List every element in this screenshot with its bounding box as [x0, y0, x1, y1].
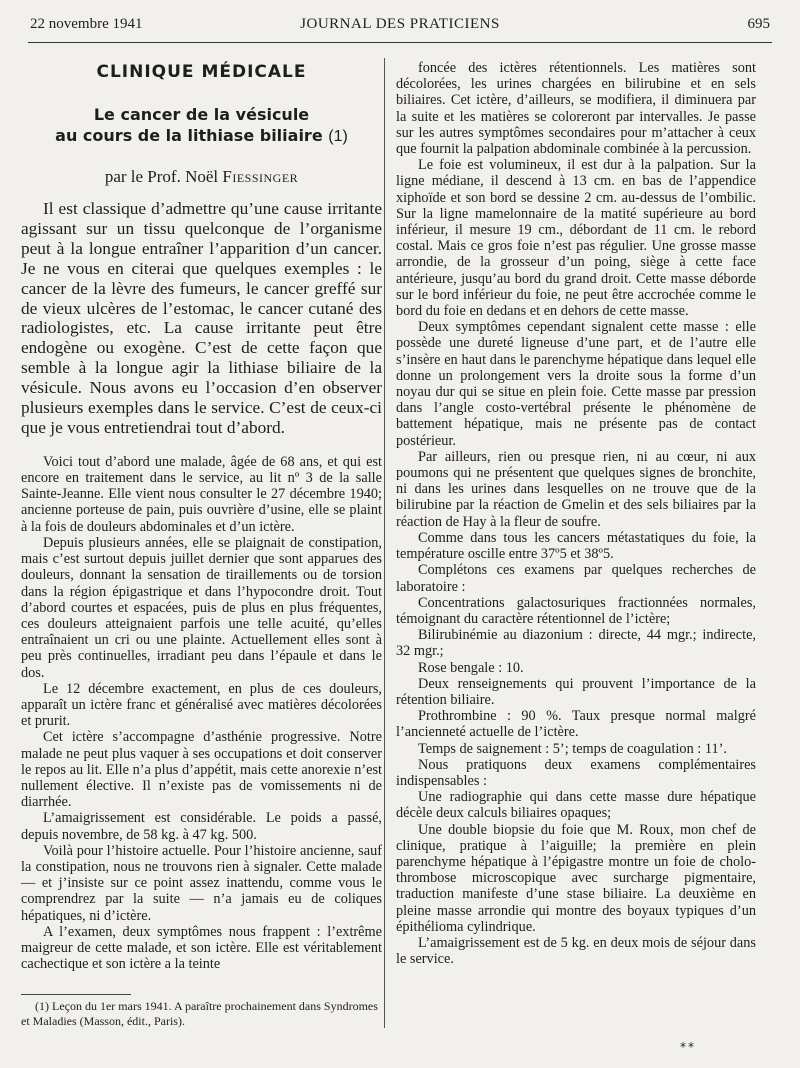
article-title [21, 104, 382, 147]
body-paragraph: L’amaigrissement est de 5 kg. en deux mois de séjour dans le service. [396, 934, 756, 968]
body-paragraph: L’amaigrissement est considérable. Le poids a passé, depuis novembre, de 58 kg. à 47 kg. 500. [21, 810, 382, 843]
author-line [21, 167, 382, 187]
body-paragraph: Rose bengale : 10. [418, 659, 524, 676]
body-paragraph: Depuis plusieurs années, elle se plaignait de constipation, mais c’est surtout depuis juillet dernier que sont apparues des douleurs, donnant la sensation de tiraillements ou de torsion dans la région épigastrique et dans l’hypocondre droit. Tout d’abord courtes et espacées, puis de plus en plus fréquentes, ces douleurs atteignaient parfois une telle acuité, qu’elles entraînaient un cri ou une plainte. Actuellement elles sont à peu près continuelles, irradiant peu dans l’épaule et dans le dos. [21, 534, 382, 681]
author-name: Fiessinger [222, 167, 299, 186]
body-paragraph: Deux symptômes cependant signalent cette masse : elle possède une dureté ligneuse d’une part, et de l’autre elle s’insère en haut dans le parenchyme hépatique dans lequel elle donne un prolongement vers la droite sous la forme d’un noyau dur qui se situe en plein foie. Cette masse par pression dans l’angle costo-vertébral présente le phénomène de battement hépatique, mais ne présente pas de contact postérieur. [396, 319, 756, 449]
right-column [396, 60, 756, 967]
body-paragraph: Deux renseignements qui prouvent l’importance de la rétention biliaire. [396, 675, 756, 708]
issue-date: 22 novembre 1941 [30, 16, 143, 32]
body-paragraph: Complétons ces examens par quelques recherches de laboratoire : [396, 562, 756, 595]
intro-paragraph: Il est classique d’admettre qu’une cause irritante agissant sur un tissu quelconque de l’organisme peut à la longue entraîner l’apparition d’un cancer. Je ne vous en citerai que quelques exemples : le cancer de la lèvre des fumeurs, le cancer greffé sur de vieux ulcères de l’estomac, le cancer cutané des radiologistes, etc. La cause irritante peut être endogène ou exogène. C’est de cette façon que semble à la longue agir la lithiase biliaire de la vésicule. Nous avons eu l’occasion d’en observer plusieurs exemples dans le service. C’est de ceux-ci que je vous entretiendrai tout d’abord. [21, 199, 382, 437]
column-divider [384, 58, 385, 1028]
author-prefix: par le Prof. Noël [104, 167, 219, 186]
footnote-block [21, 994, 382, 1029]
body-paragraph: Voici tout d’abord une malade, âgée de 68 ans, et qui est encore en traitement dans le service, au lit nº 3 de la salle Sainte-Jeanne. Elle vient nous consulter le 27 décembre 1940; ancienne porteuse de pain, puis ouvrière d’usine, elle se plaint à la fois de douleurs abdominales et d’un ictère. [21, 453, 382, 535]
body-paragraph: Bilirubinémie au diazonium : directe, 44 mgr.; indirecte, 32 mgr.; [396, 627, 756, 660]
body-paragraph: Une double biopsie du foie que M. Roux, mon chef de clinique, pratique à l’aiguille; la première en plein parenchyme hépatique à l’épigastre montre un foie de cholo-thrombose microscopique avec surcharge pigmentaire, traduction manifeste d’une stase biliaire. La deuxième en pleine masse arrondie qui montre des boyaux typiques d’un épithélioma cylindrique. [396, 821, 756, 935]
body-paragraph: Prothrombine : 90 %. Taux presque normal malgré l’ancienneté actuelle de l’ictère. [396, 708, 756, 741]
page-number: 695 [747, 16, 770, 32]
footnote: (1) Leçon du 1er mars 1941. A paraître prochainement dans Syndromes et Maladies (Masson, édit., Paris). [21, 999, 378, 1028]
header-rule [28, 42, 772, 43]
section-heading: CLINIQUE MÉDICALE [96, 62, 307, 82]
title-line-2: au cours de la lithiase biliaire [55, 126, 323, 145]
body-paragraph: Nous pratiquons deux examens complémentaires indispensables : [396, 756, 756, 789]
body-paragraph: Voilà pour l’histoire actuelle. Pour l’histoire ancienne, sauf la constipation, nous ne trouvons rien à signaler. Cette malade — et j’insiste sur ce point assez inattendu, comme vous le comprendrez par la suite — n’a jamais eu de coliques hépatiques, ni d’ictère. [21, 842, 382, 924]
body-paragraph: Cet ictère s’accompagne d’asthénie progressive. Notre malade ne peut plus vaquer à ses occupations et doit conserver le repos au lit. Elle n’a plus d’appétit, mais cette anorexie n’est nullement élective. Il n’existe pas de vomissements ni de diarrhée. [21, 729, 382, 811]
end-mark: ** [680, 1040, 696, 1054]
left-column [21, 60, 382, 972]
footnote-rule [21, 994, 131, 995]
body-paragraph: Une radiographie qui dans cette masse dure hépatique décèle deux calculs biliaires opaques; [396, 789, 756, 822]
intro-paragraph-block [21, 199, 382, 438]
title-footnote-ref: (1) [328, 128, 348, 145]
left-body-text [21, 454, 382, 973]
running-header [30, 16, 770, 40]
body-paragraph: Par ailleurs, rien ou presque rien, ni au cœur, ni aux poumons qui ne présentent que quelques signes de bronchite, ni dans les urines dans lesquelles on ne trouve que de la bilirubine par la réaction de Gmelin et des sels biliaires par la réaction de Hay à la fleur de soufre. [396, 448, 756, 530]
journal-title: JOURNAL DES PRATICIENS [300, 16, 500, 32]
body-paragraph: Comme dans tous les cancers métastatiques du foie, la température oscille entre 37º5 et 38º5. [396, 529, 756, 563]
body-paragraph: foncée des ictères rétentionnels. Les matières sont décolorées, les urines chargées en bilirubine et en sels biliaires. Cet ictère, d’ailleurs, se modifiera, il diminuera par la suite et les matières se coloreront par intervalles. Je passe sur les autres symptômes secondaires pour m’attacher à ceux que fournit la palpation abdominale combinée à la percussion. [396, 60, 756, 158]
body-paragraph: Temps de saignement : 5’; temps de coagulation : 11’. [418, 740, 727, 757]
body-paragraph: Le foie est volumineux, il est dur à la palpation. Sur la ligne médiane, il descend à 13 cm. en bas de l’appendice xiphoïde et son bord se dessine 2 cm. au-dessus de l’ombilic. Sur la ligne mamelonnaire de la matité supérieure au bord inférieur, il mesure 19 cm., débordant de 11 cm. le rebord costal. Mais ce gros foie n’est pas régulier. Une grosse masse arrondie, de la grosseur d’un poing, siège à cette face antérieure, jusqu’au bord du grand droit. Cette masse déborde sur le bord inférieur du foie, ne peut être accrochée comme le bord du foie en dedans et en dehors de cette masse. [396, 157, 756, 320]
body-paragraph: A l’examen, deux symptômes nous frappent : l’extrême maigreur de cette malade, et son ictère. Elle est véritablement cachectique et son ictère a la teinte [21, 923, 382, 973]
body-paragraph: Concentrations galactosuriques fractionnées normales, témoignant du caractère rétentionnel de l’ictère; [396, 594, 756, 627]
body-paragraph: Le 12 décembre exactement, en plus de ces douleurs, apparaît un ictère franc et généralisé avec matières décolorées et prurit. [21, 680, 382, 730]
title-line-1: Le cancer de la vésicule [93, 105, 310, 124]
